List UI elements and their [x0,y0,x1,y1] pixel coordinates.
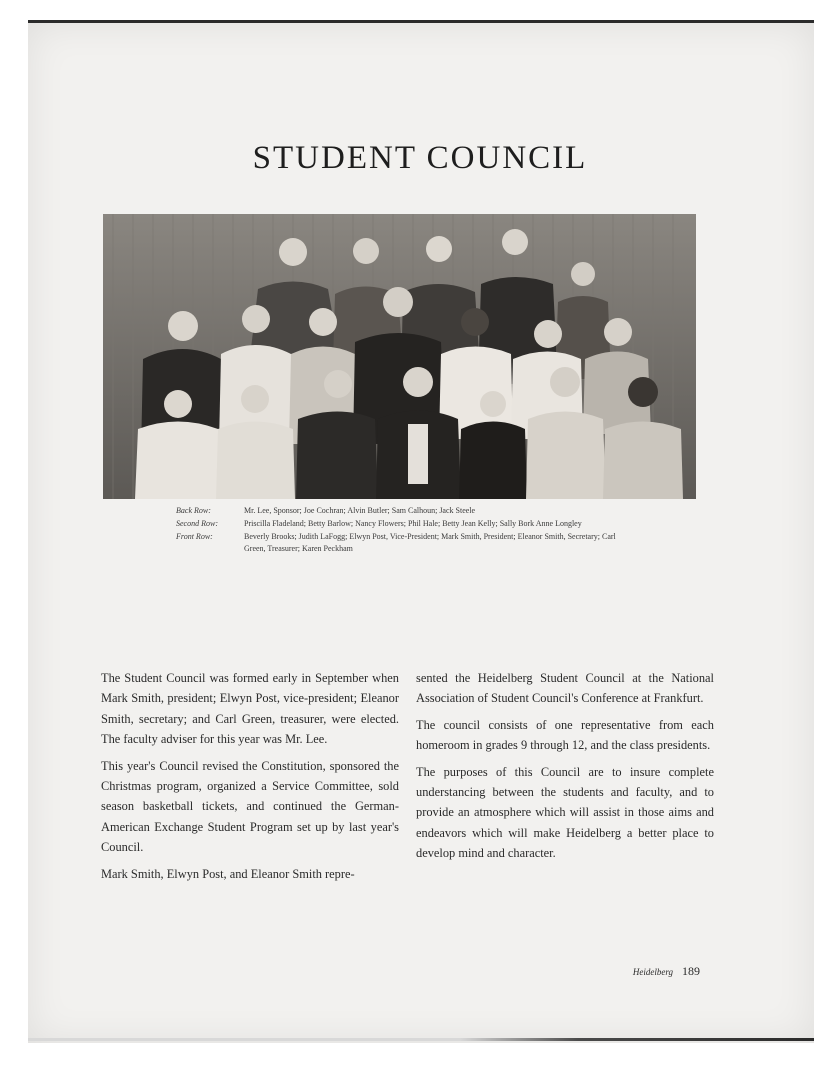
paragraph: Mark Smith, Elwyn Post, and Eleanor Smith repre- [101,866,355,881]
paragraph: The council consists of one representative from each homeroom in grades 9 through 12, and the class presidents. [416,717,714,753]
caption-second-row [176,518,636,530]
paragraph: The Student Council was formed early in September when Mark Smith, president; Elwyn Post, vice-president; Eleanor Smith, secretary; and Carl Green, treasurer, were elected. The faculty adviser for this year was Mr. Lee. [101,671,399,747]
body-column-left [101,668,399,890]
paragraph: This year's Council revised the Constitution, sponsored the Christmas program, organized a Service Committee, sold season basketball tickets, and continued the German-American Exchange Student Program set up by last year's Council. [101,758,399,855]
page-number: 189 [682,964,700,978]
paragraph: The purposes of this Council are to insure complete understancing between the students and faculty, and to provide an atmosphere which will assist in those aims and endeavors which will make Heidelberg a better place to develop mind and character. [416,764,714,861]
footer-school-name: Heidelberg [632,967,673,977]
caption-text: Priscilla Fladeland; Betty Barlow; Nancy Flowers; Phil Hale; Betty Jean Kelly; Sally Bork Anne Longley [244,519,582,528]
group-photo [103,214,696,499]
page-edge [28,1038,814,1041]
caption-label: Back Row: [176,506,211,515]
group-photo-image [103,214,696,499]
caption-label: Second Row: [176,519,218,528]
page-title: STUDENT COUNCIL [252,140,588,176]
caption-label: Front Row: [176,532,213,541]
body-column-right [416,668,714,870]
page-footer [560,964,700,979]
caption-front-row [176,531,636,555]
caption-text: Beverly Brooks; Judith LaFogg; Elwyn Post, Vice-President; Mark Smith, President; Eleanor Smith, Secretary; Carl Green, Treasurer; Karen Peckham [244,532,616,553]
paragraph: sented the Heidelberg Student Council at the National Association of Student Council's Conference at Frankfurt. [416,671,714,706]
caption-text: Mr. Lee, Sponsor; Joe Cochran; Alvin Butler; Sam Calhoun; Jack Steele [244,506,476,515]
caption-back-row [176,505,636,517]
photo-captions [176,505,636,556]
